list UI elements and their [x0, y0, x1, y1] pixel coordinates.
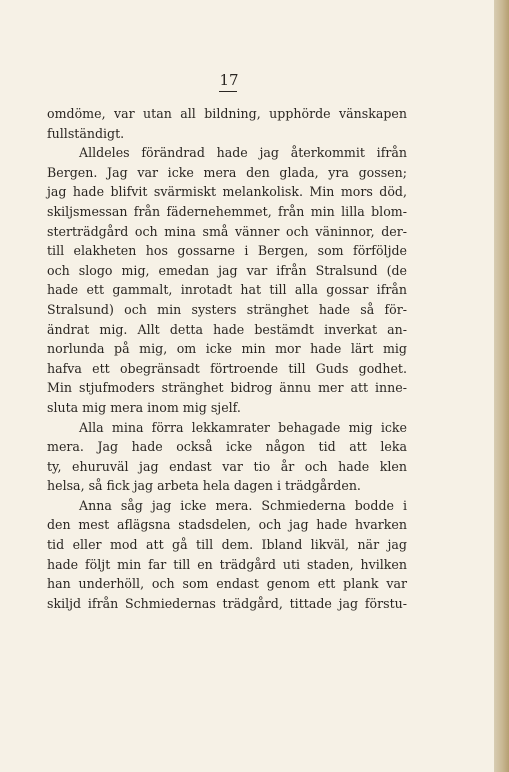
- page-number-rule: [219, 91, 237, 92]
- text-line: sluta mig mera inom mig sjelf.: [47, 399, 241, 415]
- text-line: sterträdgård och mina små vänner och väninnor, der-: [47, 223, 407, 239]
- text-line: hade följt min far till en trädgård uti staden, hvilken: [47, 556, 407, 572]
- text-line: ty, ehuruväl jag endast var tio år och hade klen: [47, 458, 407, 474]
- text-line: jag hade blifvit svärmiskt melankolisk. Min mors död,: [47, 184, 407, 200]
- body-text: [47, 104, 407, 613]
- text-line: hade ett gammalt, inrotadt hat till alla gossar ifrån: [47, 282, 407, 298]
- text-line: omdöme, var utan all bildning, upphörde vänskapen: [47, 106, 407, 121]
- text-line: ändrat mig. Allt detta hade bestämdt inverkat an-: [47, 321, 407, 337]
- text-line: den mest aflägsna stadsdelen, och jag hade hvarken: [47, 517, 407, 533]
- text-line: norlunda på mig, om icke min mor hade lärt mig: [47, 341, 407, 357]
- text-line: fullständigt.: [47, 125, 125, 141]
- text-line: skiljd ifrån Schmiedernas trädgård, tittade jag förstu-: [47, 595, 407, 611]
- text-line: Bergen. Jag var icke mera den glada, yra gossen;: [47, 164, 407, 180]
- text-line: Alla mina förra lekkamrater behagade mig icke: [79, 419, 407, 435]
- text-line: till elakheten hos gossarne i Bergen, som förföljde: [47, 243, 407, 259]
- text-line: Alldeles förändrad hade jag återkommit ifrån: [79, 145, 407, 161]
- text-line: helsa, så fick jag arbeta hela dagen i trädgården.: [47, 478, 361, 494]
- page-edge: [494, 0, 509, 772]
- text-line: och slogo mig, emedan jag var ifrån Stralsund (de: [47, 262, 407, 278]
- text-line: hafva ett obegränsadt förtroende till Guds godhet.: [47, 360, 407, 376]
- text-line: han underhöll, och som endast genom ett plank var: [47, 576, 407, 592]
- text-line: skiljsmessan från fädernehemmet, från min lilla blom-: [47, 203, 407, 219]
- text-line: Anna såg jag icke mera. Schmiederna bodde i: [79, 497, 407, 513]
- page-number: 17: [219, 71, 239, 89]
- text-line: Min stjufmoders stränghet bidrog ännu mer att inne-: [47, 380, 407, 396]
- text-line: mera. Jag hade också icke någon tid att leka: [47, 439, 407, 455]
- text-line: tid eller mod att gå till dem. Ibland likväl, när jag: [47, 537, 407, 553]
- text-line: Stralsund) och min systers stränghet hade så för-: [47, 301, 407, 317]
